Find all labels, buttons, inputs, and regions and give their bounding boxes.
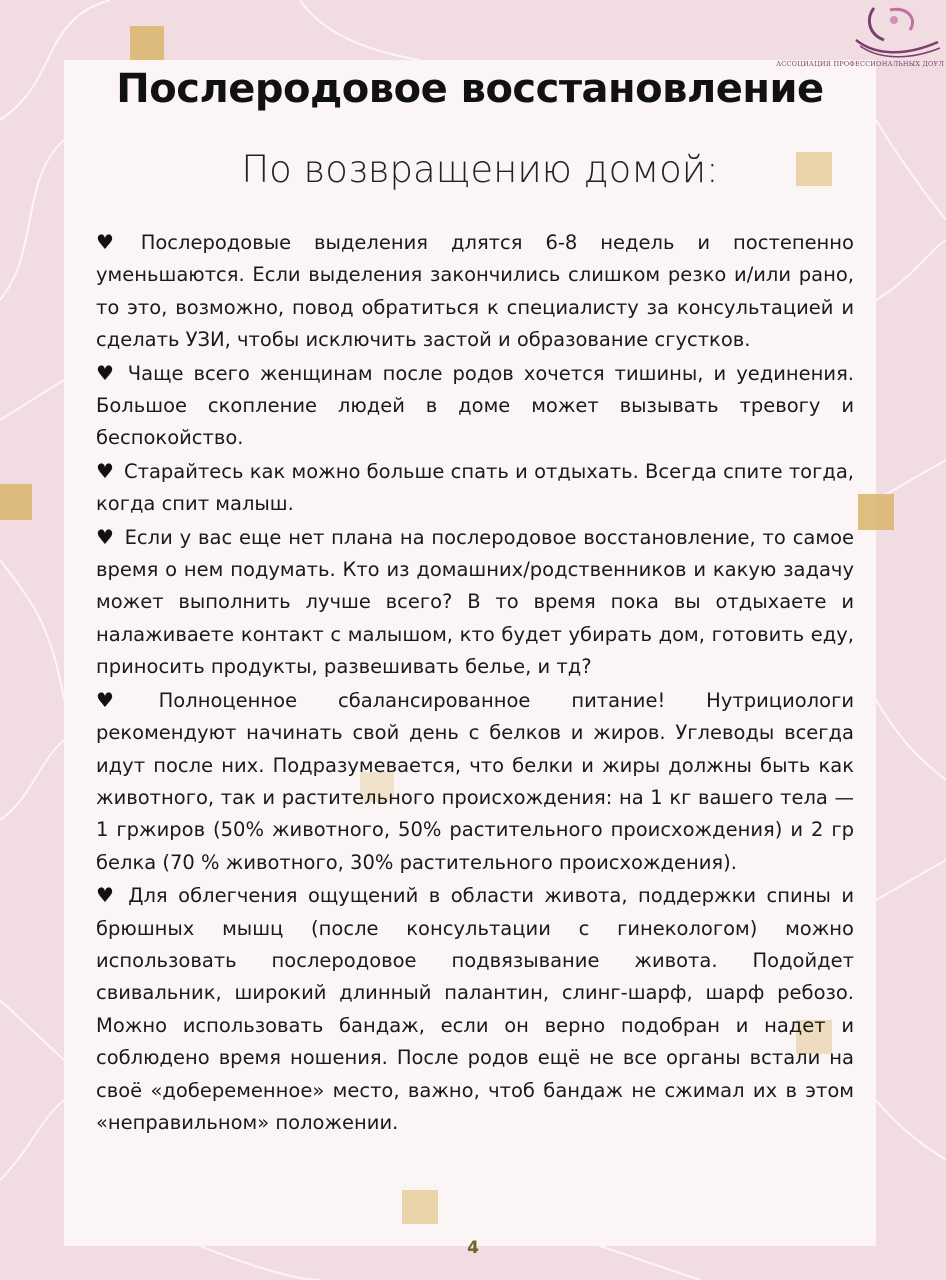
content-body	[96, 226, 854, 1139]
paragraph	[96, 684, 854, 879]
page-number: 4	[467, 1238, 479, 1258]
paragraph-text: Старайтесь как можно больше спать и отдыхать. Всегда спите тогда, когда спит малыш.	[96, 459, 854, 516]
decor-square	[0, 484, 32, 520]
decor-square	[130, 26, 164, 60]
heart-icon: ♥	[96, 458, 114, 483]
paragraph-text: Чаще всего женщинам после родов хочется тишины, и уединения. Большое скопление людей в доме может вызывать тревогу и беспокойство.	[96, 361, 854, 450]
page-subtitle: По возвращению домой:	[241, 148, 719, 191]
heart-icon: ♥	[96, 524, 115, 549]
paragraph	[96, 226, 854, 357]
heart-icon: ♥	[96, 360, 118, 385]
paragraph	[96, 357, 854, 455]
heart-icon: ♥	[96, 230, 131, 254]
paragraph	[96, 879, 854, 1139]
decor-square	[858, 494, 894, 530]
logo-caption: АССОЦИАЦИЯ ПРОФЕССИОНАЛЬНЫХ ДОУЛ	[776, 60, 944, 68]
paragraph	[96, 455, 854, 521]
paragraph-text: Для облегчения ощущений в области живота, поддержки спины и брюшных мышц (после консультации с гинекологом) можно использовать послеродовое подвязывание живота. Подойдет свивальник, широкий длинный палантин, слинг-шарф, шарф ребозо. Можно использовать бандаж, если он верно подобран и надет и соблюдено время ношения. После родов ещё не все органы встали на своё «добеременное» место, важно, чтоб бандаж не сжимал их в этом «неправильном» положении.	[96, 884, 854, 1134]
page-title: Послеродовое восстановление	[116, 66, 824, 112]
decor-square	[402, 1190, 438, 1224]
paragraph	[96, 521, 854, 684]
paragraph-text: Если у вас еще нет плана на послеродовое восстановление, то самое время о нем подумать. Кто из домашних/родственников и какую задачу может выполнить лучше всего? В то время пока вы отдыхаете и налаживаете контакт с малышом, кто будет убирать дом, готовить еду, приносить продукты, развешивать белье, и тд?	[96, 525, 855, 679]
heart-icon: ♥	[96, 883, 119, 908]
paragraph-text: Полноценное сбалансированное питание! Нутрициологи рекомендуют начинать свой день с белков и жиров. Углеводы всегда идут после них. Подразумевается, что белки и жиры должны быть как животного, так и растительного происхождения: на 1 кг вашего тела — 1 гржиров (50% животного, 50% растительного происхождения) и 2 гр белка (70 % животного, 30% растительного происхождения).	[96, 688, 854, 874]
heart-icon: ♥	[96, 687, 149, 712]
paragraph-text: Послеродовые выделения длятся 6-8 недель и постепенно уменьшаются. Если выделения закончились слишком резко и/или рано, то это, возможно, повод обратиться к специалисту за консультацией и сделать УЗИ, чтобы исключить застой и образование сгустков.	[96, 231, 854, 352]
